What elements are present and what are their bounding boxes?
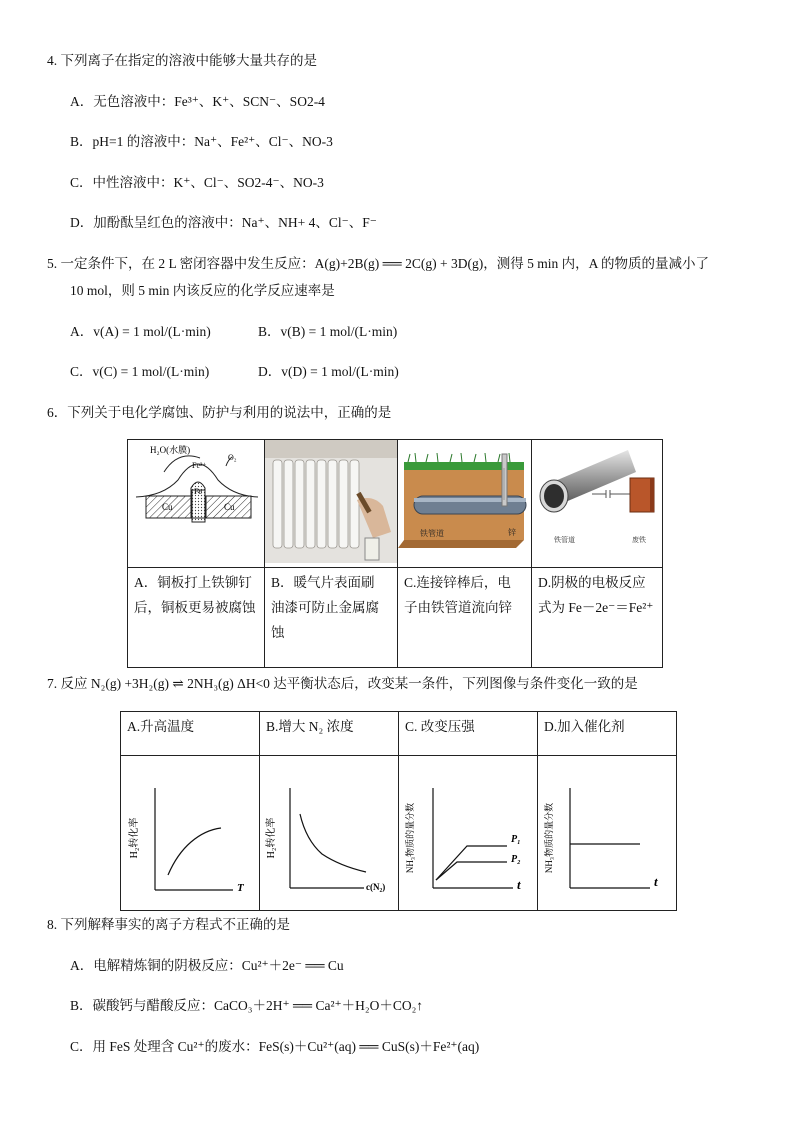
q7-graph-a-cell [121,756,260,911]
q5-option-d: D．v(D) = 1 mol/(L·min) [258,364,399,379]
q7-header-c: C. 改变压强 [399,712,538,756]
graph-d [538,756,676,906]
y-axis-label: NH₃物质的量分数 [544,802,554,874]
conversion-curve [168,828,221,875]
q6-option-c [398,568,532,668]
cu-right-label: Cu [224,502,235,512]
q8-option-a: A．电解精炼铜的阴极反应：Cu²⁺＋2e⁻ ══ Cu [70,958,344,973]
x-axis-label: t [654,874,658,889]
buried-pipe-diagram [398,440,531,563]
q4-option-b: B．pH=1 的溶液中：Na⁺、Fe²⁺、Cl⁻、NO-3 [70,134,333,149]
y-axis-label: H₂转化率 [129,817,140,859]
graph-b [260,756,398,906]
x-axis-label: t [517,877,521,892]
fe-ion-label: Fe²⁺ [192,461,207,470]
water-film-label: H₂O(水膜) [150,445,191,455]
q6-option-a-line: 后，铜板更易被腐蚀 [134,600,256,615]
x-axis-label: c(N₂) [366,882,386,892]
q7-graph-b-cell [260,756,399,911]
q8-option-b: B．碳酸钙与醋酸反应：CaCO₃＋2H⁺ ══ Ca²⁺＋H₂O＋CO₂↑ [70,998,424,1013]
q7-header-a: A.升高温度 [121,712,260,756]
q6-option-b [265,568,398,668]
q6-option-b-line: 油漆可防止金属腐 [271,600,379,615]
radiator-photo-icon [265,440,397,563]
x-axis-label: T [237,882,244,894]
rivet-corrosion-diagram [128,440,264,563]
q5-option-c: C．v(C) = 1 mol/(L·min) [70,364,210,379]
q5-stem-line2: 10 mol，则 5 min 内该反应的化学反应速率是 [70,283,335,298]
q8-option-c: C．用 FeS 处理含 Cu²⁺的废水：FeS(s)＋Cu²⁺(aq) ══ CuS(s)＋Fe²⁺(aq) [70,1039,480,1054]
conversion-curve [300,814,366,872]
q7-header-b: B.增大 N₂ 浓度 [260,712,399,756]
p1-label: P₁ [511,834,521,845]
q4-option-c: C．中性溶液中：K⁺、Cl⁻、SO2-4⁻、NO-3 [70,175,324,190]
q5-option-b: B．v(B) = 1 mol/(L·min) [258,324,398,339]
q5-stem-line1: 5. 一定条件下，在 2 L 密闭容器中发生反应：A(g)+2B(g) ══ 2C(g) + 3D(g)，测得 5 min 内，A 的物质的量减小了 [47,256,709,271]
pipe-label: 铁管道 [554,536,575,544]
q7-options-table [120,711,677,911]
q8-stem: 8. 下列解释事实的离子方程式不正确的是 [47,917,290,932]
q6-option-d-line: D.阴极的电极反应 [538,575,646,590]
q6-option-a [128,568,265,668]
pipe-label: 铁管道 [420,529,444,538]
q6-option-c-line: 子由铁管道流向锌 [404,600,512,615]
graph-a [121,756,259,906]
q6-option-d [532,568,663,668]
q4-option-d: D．加酚酞呈红色的溶液中：Na⁺、NH+ 4、Cl⁻、F⁻ [70,215,377,230]
q6-image-d-cell [532,440,663,568]
q6-option-c-line: C.连接锌棒后，电 [404,575,511,590]
cu-left-label: Cu [162,502,173,512]
q4-stem: 4. 下列离子在指定的溶液中能够大量共存的是 [47,53,317,68]
p2-line [436,862,507,880]
q6-image-c-cell [398,440,532,568]
o2-label: O₂ [228,453,237,462]
graph-c [399,756,537,906]
q6-option-a-line: A．铜板打上铁铆钉 [134,575,252,590]
q6-stem: 6．下列关于电化学腐蚀、防护与利用的说法中，正确的是 [47,405,392,420]
q6-option-b-line: B．暖气片表面刷 [271,575,375,590]
q7-graph-d-cell [538,756,677,911]
q6-options-table [127,439,663,668]
zinc-label: 锌 [508,528,516,537]
p2-label: P₂ [511,854,521,865]
y-axis-label: NH₃物质的量分数 [405,802,415,874]
q4-option-a: A．无色溶液中：Fe³⁺、K⁺、SCN⁻、SO2-4 [70,94,325,109]
q7-header-d: D.加入催化剂 [538,712,677,756]
scrap-iron-label: 废铁 [632,536,646,544]
y-axis-label: H₂转化率 [266,817,277,859]
q5-option-a: A．v(A) = 1 mol/(L·min) [70,324,211,339]
q7-graph-c-cell [399,756,538,911]
p1-line [436,846,507,880]
q6-image-a-cell [128,440,265,568]
q6-option-b-line: 蚀 [271,625,285,640]
pipe-scrap-iron-diagram [532,440,662,563]
q6-option-d-line: 式为 Fe－2e⁻＝Fe²⁺ [538,600,654,615]
q6-image-b-cell [265,440,398,568]
q7-stem: 7. 反应 N₂(g) +3H₂(g) ⇌ 2NH₃(g) ΔH<0 达平衡状态后，改变某一条件，下列图像与条件变化一致的是 [47,676,638,691]
fe-label: Fe [194,487,202,496]
